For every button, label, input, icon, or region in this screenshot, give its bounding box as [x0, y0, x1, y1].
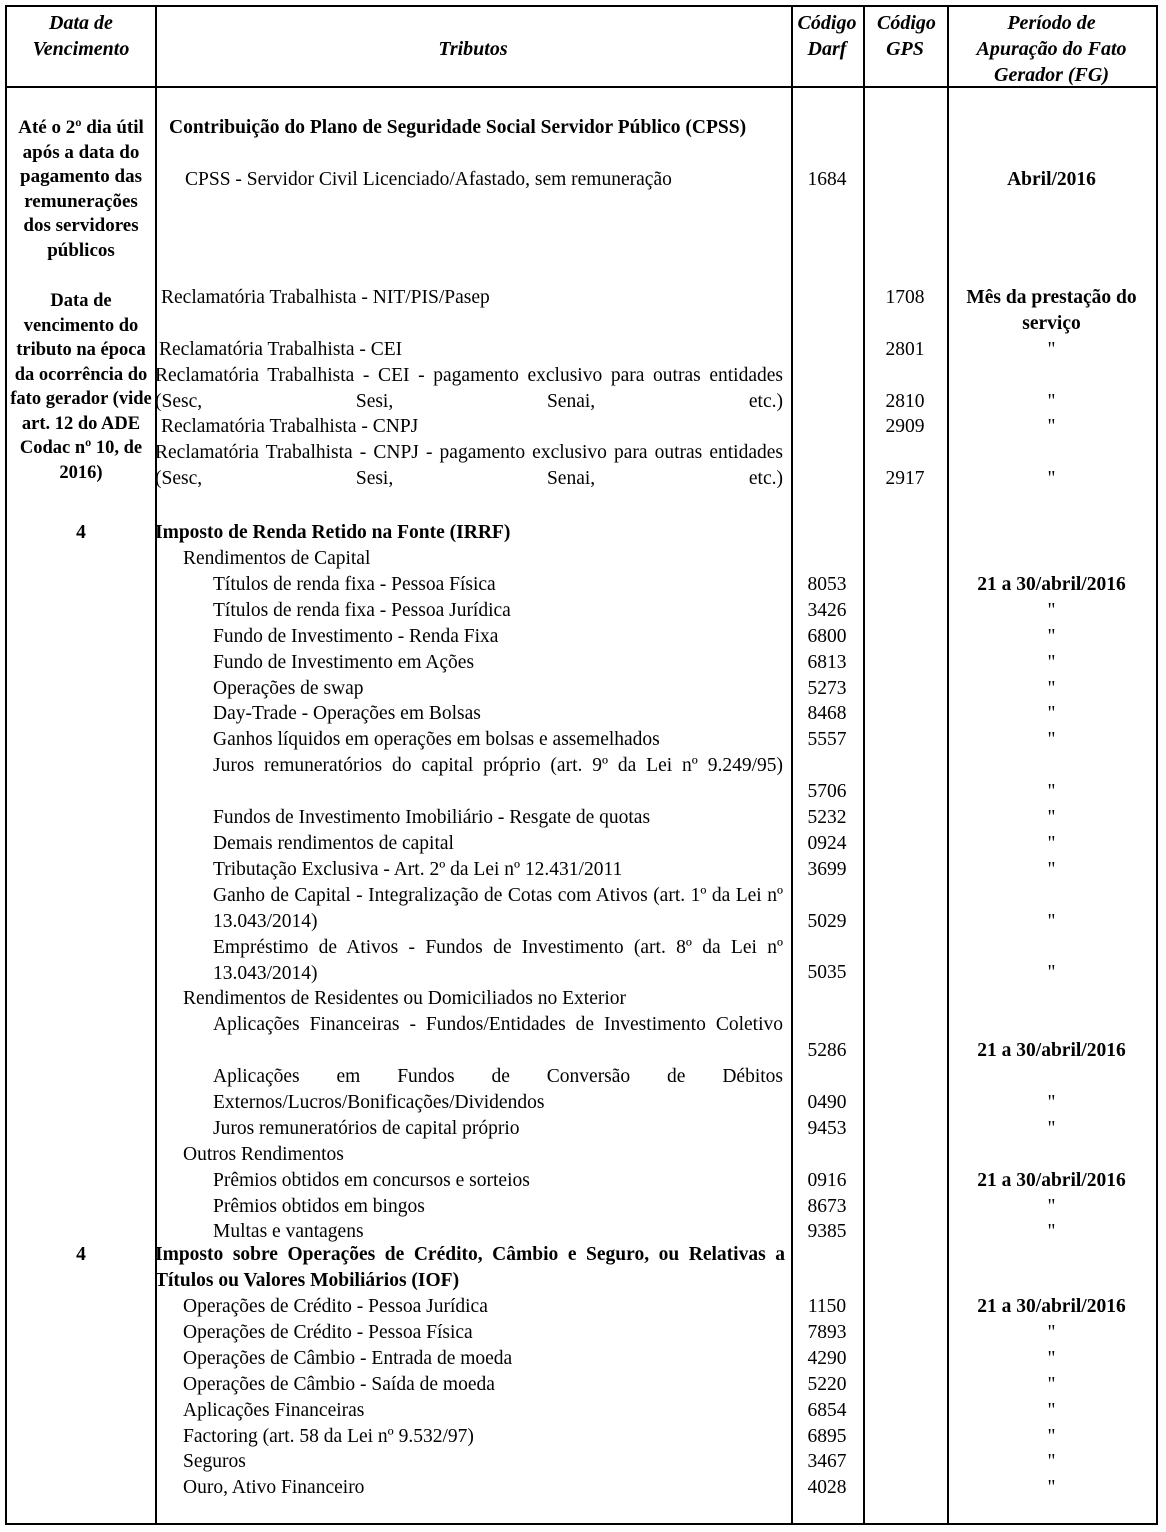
code-gps: 2909: [885, 416, 925, 437]
period: ": [1047, 416, 1056, 437]
code-darf: 6813: [807, 651, 847, 673]
period: ": [1047, 1373, 1056, 1395]
period: ": [1047, 1451, 1056, 1473]
code-darf: 1684: [807, 169, 847, 190]
period: Abril/2016: [1007, 169, 1096, 190]
code-gps: 2917: [885, 467, 925, 489]
code-darf: 0924: [807, 832, 847, 854]
tribute-label: Juros remuneratórios do capital próprio (art. 9º da Lei nº 9.249/95): [213, 755, 783, 777]
column-divider: [155, 7, 157, 1523]
tribute-label: Reclamatória Trabalhista - NIT/PIS/Pasep: [161, 287, 490, 308]
code-darf: 5706: [807, 781, 847, 803]
tax-calendar-table: [5, 5, 1158, 1525]
header-code-darf: Código Darf: [797, 12, 857, 60]
tribute-label: Fundo de Investimento em Ações: [213, 651, 475, 673]
code-darf: 8468: [807, 703, 847, 725]
period: ": [1047, 651, 1056, 673]
tribute-label: Ganho de Capital - Integralização de Cotas com Ativos (art. 1º da Lei nº 13.043/2014): [213, 884, 783, 932]
tribute-label: Fundos de Investimento Imobiliário - Resgate de quotas: [213, 807, 651, 828]
code-darf: 5273: [807, 677, 847, 699]
period: ": [1047, 390, 1056, 412]
code-darf: 5286: [807, 1040, 847, 1062]
period: ": [1047, 832, 1056, 854]
period: ": [1047, 910, 1056, 932]
group-name: Rendimentos de Residentes ou Domiciliados no Exterior: [183, 988, 627, 1010]
period: Mês da prestação do serviço: [966, 287, 1137, 334]
period: ": [1047, 677, 1056, 699]
code-darf: 5557: [807, 729, 847, 751]
period: ": [1047, 467, 1056, 489]
header-due-date: Data de Vencimento: [32, 12, 130, 60]
tribute-label: Aplicações Financeiras - Fundos/Entidades de Investimento Coletivo: [213, 1014, 783, 1036]
period: ": [1047, 1221, 1056, 1243]
period: ": [1047, 1195, 1056, 1217]
code-darf: 0490: [807, 1091, 847, 1113]
period: ": [1047, 807, 1056, 828]
period: ": [1047, 599, 1056, 621]
code-darf: 5220: [807, 1373, 847, 1395]
period: ": [1047, 1399, 1056, 1421]
header-tributes: Tributos: [438, 38, 508, 60]
tribute-label: Operações de Câmbio - Entrada de moeda: [183, 1347, 513, 1369]
period: ": [1047, 1477, 1056, 1499]
due-date-cpss: Até o 2º dia útil após a data do pagamento das remunerações dos servidores públicos: [18, 117, 144, 261]
tribute-label: CPSS - Servidor Civil Licenciado/Afastado, sem remuneração: [185, 169, 672, 190]
tribute-label: Reclamatória Trabalhista - CEI: [159, 339, 403, 360]
tribute-label: Reclamatória Trabalhista - CNPJ: [161, 416, 419, 437]
code-darf: 4028: [807, 1477, 847, 1499]
code-darf: 8053: [807, 573, 847, 595]
code-gps: 2810: [885, 390, 925, 412]
section-title-cpss: Contribuição do Plano de Seguridade Social Servidor Público (CPSS): [169, 117, 747, 138]
period: ": [1047, 1425, 1056, 1447]
code-darf: 6800: [807, 625, 847, 647]
due-date-iof: 4: [76, 1244, 86, 1265]
header-code-gps: Código GPS: [877, 12, 936, 60]
tribute-label: Prêmios obtidos em bingos: [213, 1195, 425, 1217]
tribute-label: Tributação Exclusiva - Art. 2º da Lei nº 12.431/2011: [213, 858, 623, 880]
tribute-label: Reclamatória Trabalhista - CNPJ - pagamento exclusivo para outras entidades (Sesc, Sesi, Senai, etc.): [155, 442, 783, 489]
period: ": [1047, 339, 1056, 360]
tribute-label: Ouro, Ativo Financeiro: [183, 1477, 365, 1499]
period: ": [1047, 1321, 1056, 1343]
tribute-label: Factoring (art. 58 da Lei nº 9.532/97): [183, 1425, 474, 1447]
period: 21 a 30/abril/2016: [977, 573, 1126, 595]
code-darf: 9453: [807, 1117, 847, 1139]
code-darf: 4290: [807, 1347, 847, 1369]
period: ": [1047, 962, 1056, 984]
tribute-label: Operações de swap: [213, 677, 364, 699]
code-darf: 7893: [807, 1321, 847, 1343]
period: ": [1047, 703, 1056, 725]
code-darf: 0916: [807, 1169, 847, 1191]
code-darf: 8673: [807, 1195, 847, 1217]
period: ": [1047, 858, 1056, 880]
tribute-label: Multas e vantagens: [213, 1221, 364, 1243]
period: ": [1047, 729, 1056, 751]
period: ": [1047, 1091, 1056, 1113]
tribute-label: Empréstimo de Ativos - Fundos de Investimento (art. 8º da Lei nº 13.043/2014): [213, 936, 783, 984]
period: ": [1047, 781, 1056, 803]
tribute-label: Títulos de renda fixa - Pessoa Física: [213, 573, 496, 595]
column-divider: [863, 7, 865, 1523]
tribute-label: Ganhos líquidos em operações em bolsas e assemelhados: [213, 729, 660, 751]
period: ": [1047, 625, 1056, 647]
tribute-label: Day-Trade - Operações em Bolsas: [213, 703, 481, 725]
period: 21 a 30/abril/2016: [977, 1040, 1126, 1062]
tribute-label: Títulos de renda fixa - Pessoa Jurídica: [213, 599, 511, 621]
code-darf: 3467: [807, 1451, 847, 1473]
code-darf: 5232: [807, 807, 847, 828]
period: 21 a 30/abril/2016: [977, 1169, 1126, 1191]
code-darf: 5029: [807, 910, 847, 932]
tribute-label: Prêmios obtidos em concursos e sorteios: [213, 1169, 530, 1191]
code-darf: 9385: [807, 1221, 847, 1243]
tribute-label: Demais rendimentos de capital: [213, 832, 454, 854]
code-darf: 5035: [807, 962, 847, 984]
code-darf: 6854: [807, 1399, 847, 1421]
tribute-label: Operações de Crédito - Pessoa Jurídica: [183, 1296, 488, 1317]
header-period: Período de Apuração do Fato Gerador (FG): [976, 12, 1127, 86]
tribute-label: Aplicações Financeiras: [183, 1399, 365, 1421]
section-title-iof: Imposto sobre Operações de Crédito, Câmbio e Seguro, ou Relativas a Títulos ou Valores Mobiliários (IOF): [155, 1244, 785, 1291]
tribute-label: Seguros: [183, 1451, 246, 1473]
code-darf: 6895: [807, 1425, 847, 1447]
period: ": [1047, 1347, 1056, 1369]
code-darf: 1150: [807, 1296, 847, 1317]
code-darf: 3426: [807, 599, 847, 621]
tribute-label: Operações de Câmbio - Saída de moeda: [183, 1373, 495, 1395]
due-date-reclamatoria: Data de vencimento do tributo na época da ocorrência do fato gerador (vide art. 12 do ADE Codac nº 10, de 2016): [10, 291, 152, 483]
code-gps: 1708: [885, 287, 925, 308]
tribute-label: Juros remuneratórios de capital próprio: [213, 1117, 520, 1139]
tribute-label: Fundo de Investimento - Renda Fixa: [213, 625, 499, 647]
period: ": [1047, 1117, 1056, 1139]
code-gps: 2801: [885, 339, 925, 360]
due-date-irrf: 4: [76, 522, 86, 543]
section-title-irrf: Imposto de Renda Retido na Fonte (IRRF): [155, 522, 511, 543]
code-darf: 3699: [807, 858, 847, 880]
tribute-label: Reclamatória Trabalhista - CEI - pagamento exclusivo para outras entidades (Sesc, Sesi, Senai, etc.): [155, 365, 783, 412]
tribute-label: Aplicações em Fundos de Conversão de Débitos Externos/Lucros/Bonificações/Dividendos: [213, 1066, 783, 1113]
group-name: Rendimentos de Capital: [183, 548, 371, 569]
group-name: Outros Rendimentos: [183, 1143, 344, 1165]
period: 21 a 30/abril/2016: [977, 1296, 1126, 1317]
tribute-label: Operações de Crédito - Pessoa Física: [183, 1321, 473, 1343]
